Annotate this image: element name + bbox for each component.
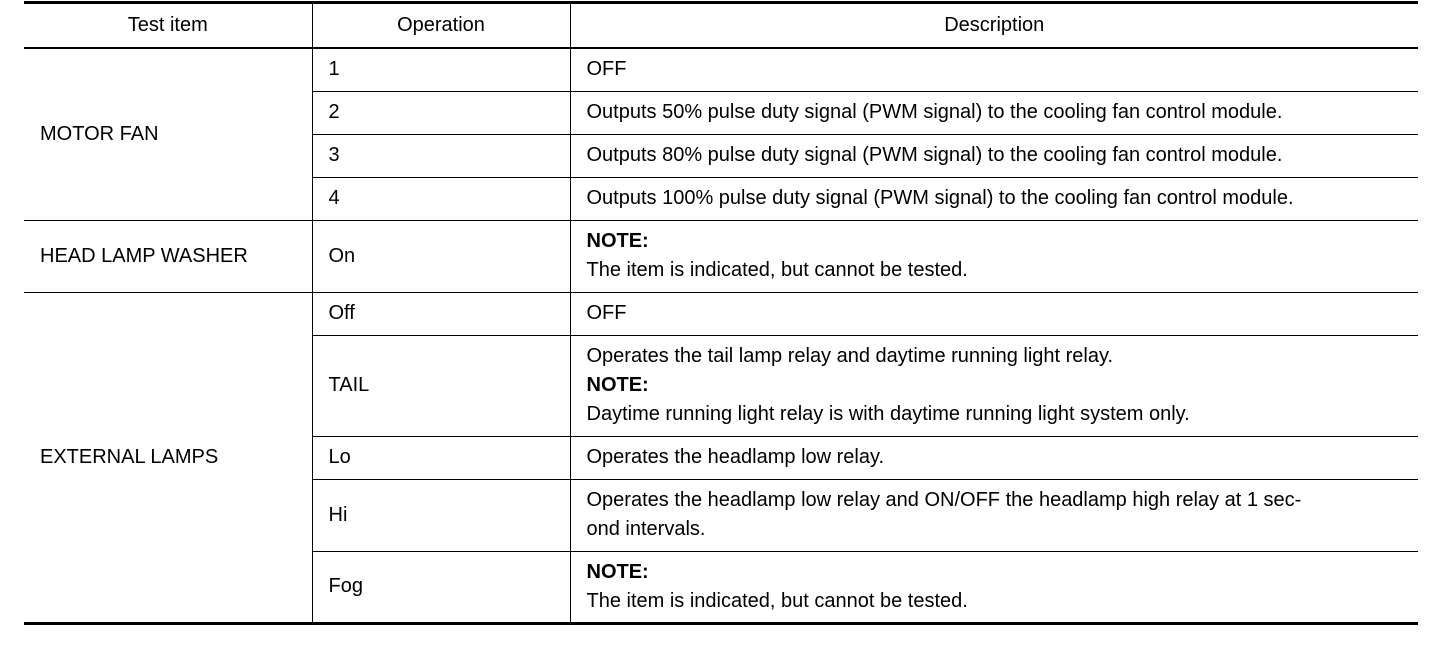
description-cell: Operates the headlamp low relay. — [570, 436, 1418, 479]
header-row — [24, 3, 1418, 49]
description-cell — [570, 479, 1418, 551]
description-line: ond intervals. — [586, 518, 706, 540]
note-label: NOTE: — [586, 560, 649, 583]
operation-cell: 1 — [312, 48, 570, 91]
description-text: Operates the tail lamp relay and daytime running light relay. — [586, 345, 1114, 367]
test-item-external-lamps: EXTERNAL LAMPS — [24, 292, 312, 623]
table-row — [24, 48, 1418, 91]
description-cell: OFF — [570, 292, 1418, 335]
operation-cell: Hi — [312, 479, 570, 551]
description-cell — [570, 551, 1418, 623]
description-cell: Outputs 80% pulse duty signal (PWM signal) to the cooling fan control module. — [570, 134, 1418, 177]
description-cell: OFF — [570, 48, 1418, 91]
operation-cell: On — [312, 220, 570, 292]
test-item-head-lamp-washer: HEAD LAMP WASHER — [24, 220, 312, 292]
operation-cell: 4 — [312, 177, 570, 220]
description-cell: Outputs 50% pulse duty signal (PWM signal) to the cooling fan control module. — [570, 91, 1418, 134]
description-cell — [570, 220, 1418, 292]
note-label: NOTE: — [586, 374, 649, 396]
test-item-motor-fan: MOTOR FAN — [24, 48, 312, 220]
operation-cell: Lo — [312, 436, 570, 479]
operation-cell: 3 — [312, 134, 570, 177]
table-row — [24, 292, 1418, 335]
header-test-item: Test item — [24, 3, 312, 49]
operation-cell: Off — [312, 292, 570, 335]
header-operation: Operation — [312, 3, 570, 49]
operation-cell: TAIL — [312, 335, 570, 436]
header-description: Description — [570, 3, 1418, 49]
operation-cell: Fog — [312, 551, 570, 623]
note-text: The item is indicated, but cannot be tested. — [586, 259, 968, 281]
description-cell: Outputs 100% pulse duty signal (PWM signal) to the cooling fan control module. — [570, 177, 1418, 220]
description-cell — [570, 335, 1418, 436]
note-text: Daytime running light relay is with daytime running light system only. — [586, 403, 1190, 425]
note-text: The item is indicated, but cannot be tested. — [586, 589, 968, 612]
operation-cell: 2 — [312, 91, 570, 134]
table-row — [24, 220, 1418, 292]
description-line: Operates the headlamp low relay and ON/OFF the headlamp high relay at 1 sec- — [586, 489, 1302, 511]
note-label: NOTE: — [586, 230, 649, 252]
test-item-table — [24, 1, 1418, 625]
